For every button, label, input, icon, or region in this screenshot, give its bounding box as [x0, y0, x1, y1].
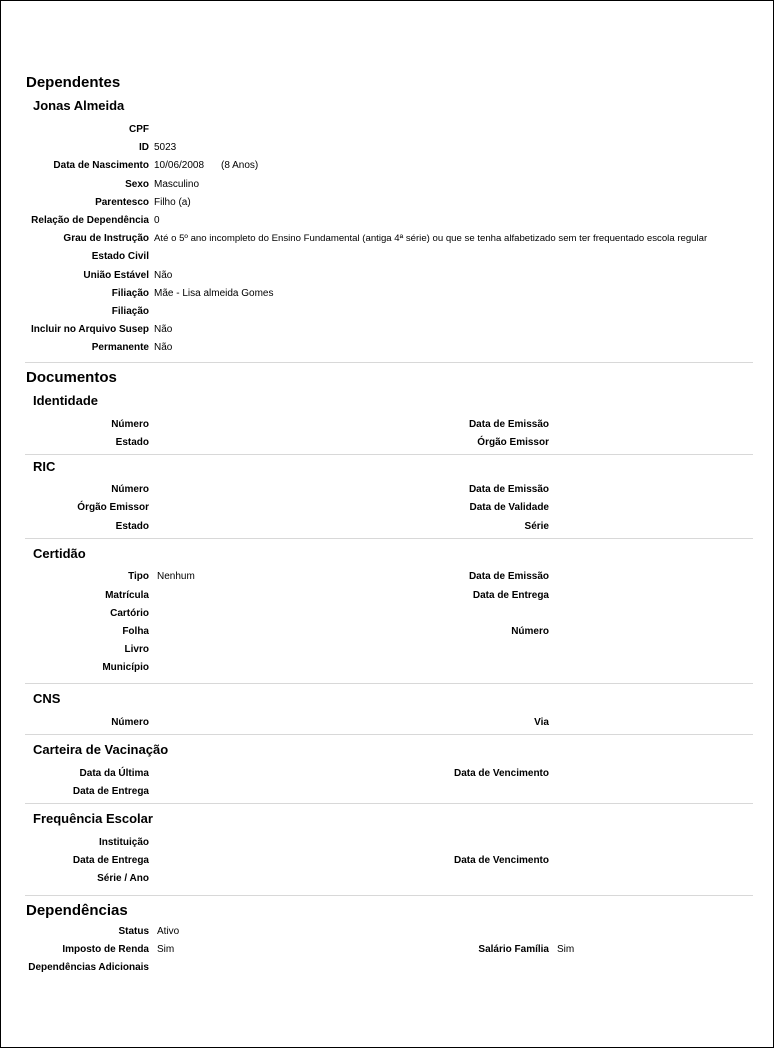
- section-title-dependentes: Dependentes: [26, 74, 121, 91]
- label-frequencia-instituicao: Instituição: [98, 837, 149, 848]
- label-identidade-numero: Número: [111, 419, 149, 430]
- label-certidao-folha: Folha: [122, 626, 149, 637]
- value-parentesco: Filho (a): [154, 197, 191, 208]
- value-uniao: Não: [154, 270, 173, 281]
- subsection-frequencia: Frequência Escolar: [33, 811, 153, 826]
- section-title-dependencias: Dependências: [26, 902, 128, 919]
- value-imposto-renda: Sim: [157, 944, 175, 955]
- label-dependencias-adicionais: Dependências Adicionais: [28, 962, 149, 973]
- label-frequencia-data-entrega: Data de Entrega: [72, 855, 149, 866]
- value-permanente: Não: [154, 342, 173, 353]
- label-susep: Incluir no Arquivo Susep: [31, 324, 149, 335]
- label-vacinacao-data-vencimento: Data de Vencimento: [453, 768, 549, 779]
- label-ric-data-validade: Data de Validade: [469, 502, 549, 513]
- label-identidade-orgao: Órgão Emissor: [477, 437, 549, 448]
- label-frequencia-serie-ano: Série / Ano: [97, 873, 149, 884]
- subsection-ric: RIC: [33, 459, 56, 474]
- label-filiacao-2: Filiação: [111, 306, 149, 317]
- value-age: (8 Anos): [221, 160, 259, 171]
- value-certidao-tipo: Nenhum: [157, 571, 195, 582]
- label-estado-civil: Estado Civil: [91, 251, 149, 262]
- label-sexo: Sexo: [125, 179, 149, 190]
- label-filiacao-1: Filiação: [111, 288, 149, 299]
- value-filiacao-1: Mãe - Lisa almeida Gomes: [154, 288, 274, 299]
- label-salario-familia: Salário Família: [478, 944, 549, 955]
- label-status: Status: [118, 926, 149, 937]
- label-imposto-renda: Imposto de Renda: [62, 944, 149, 955]
- value-grau: Até o 5º ano incompleto do Ensino Fundamental (antiga 4ª série) ou que se tenha alfabetizado sem ter frequentado escola regular: [154, 233, 708, 244]
- value-id: 5023: [154, 142, 177, 153]
- label-ric-estado: Estado: [115, 521, 149, 532]
- subsection-vacinacao: Carteira de Vacinação: [33, 742, 169, 757]
- dependent-name: Jonas Almeida: [33, 98, 125, 113]
- label-frequencia-data-vencimento: Data de Vencimento: [453, 855, 549, 866]
- label-nascimento: Data de Nascimento: [53, 160, 149, 171]
- value-sexo: Masculino: [154, 179, 200, 190]
- label-certidao-cartorio: Cartório: [110, 608, 149, 619]
- label-certidao-data-emissao: Data de Emissão: [468, 571, 549, 582]
- label-ric-numero: Número: [111, 484, 149, 495]
- divider: [25, 734, 753, 735]
- value-relacao: 0: [154, 215, 160, 226]
- label-certidao-matricula: Matrícula: [105, 590, 149, 601]
- label-ric-orgao: Órgão Emissor: [77, 502, 149, 513]
- section-title-documentos: Documentos: [26, 369, 117, 386]
- value-nascimento: 10/06/2008: [154, 160, 205, 171]
- label-certidao-livro: Livro: [124, 644, 149, 655]
- divider: [25, 895, 753, 896]
- divider: [25, 454, 753, 455]
- label-cns-numero: Número: [111, 717, 149, 728]
- value-status: Ativo: [157, 926, 180, 937]
- label-certidao-tipo: Tipo: [128, 571, 149, 582]
- label-cpf: CPF: [129, 124, 149, 135]
- label-relacao: Relação de Dependência: [31, 215, 149, 226]
- label-identidade-estado: Estado: [115, 437, 149, 448]
- label-cns-via: Via: [534, 717, 549, 728]
- label-vacinacao-data-ultima: Data da Última: [79, 768, 149, 779]
- divider: [25, 362, 753, 363]
- label-certidao-data-entrega: Data de Entrega: [472, 590, 549, 601]
- subsection-cns: CNS: [33, 691, 61, 706]
- label-parentesco: Parentesco: [95, 197, 149, 208]
- label-ric-data-emissao: Data de Emissão: [468, 484, 549, 495]
- divider: [25, 538, 753, 539]
- label-ric-serie: Série: [524, 521, 549, 532]
- value-susep: Não: [154, 324, 173, 335]
- label-id: ID: [139, 142, 149, 153]
- label-identidade-data-emissao: Data de Emissão: [468, 419, 549, 430]
- value-salario-familia: Sim: [557, 944, 575, 955]
- divider: [25, 683, 753, 684]
- label-vacinacao-data-entrega: Data de Entrega: [72, 786, 149, 797]
- label-certidao-municipio: Município: [102, 662, 149, 673]
- divider: [25, 803, 753, 804]
- subsection-certidao: Certidão: [33, 546, 86, 561]
- label-certidao-numero: Número: [511, 626, 549, 637]
- label-permanente: Permanente: [91, 342, 149, 353]
- label-grau: Grau de Instrução: [63, 233, 149, 244]
- subsection-identidade: Identidade: [33, 393, 99, 408]
- label-uniao: União Estável: [83, 270, 149, 281]
